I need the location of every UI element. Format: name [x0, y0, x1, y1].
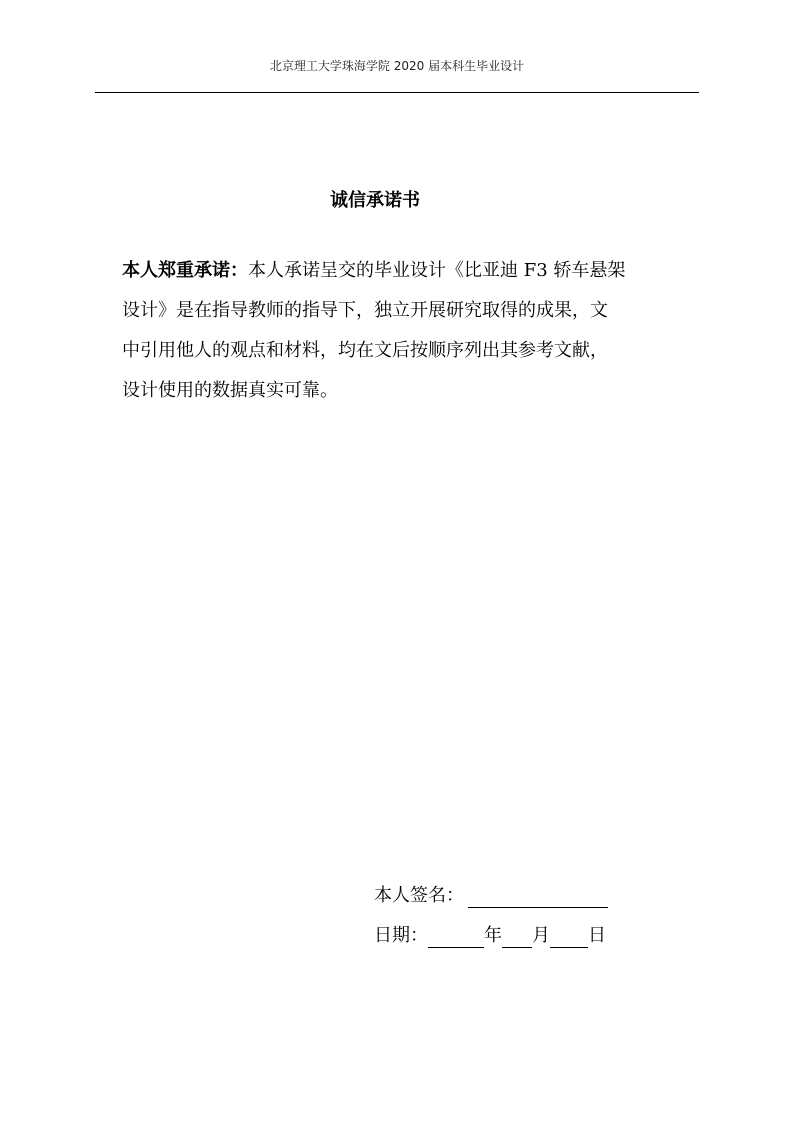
month-blank[interactable] [502, 921, 532, 948]
pledge-line-1 [122, 251, 670, 291]
header-divider [95, 92, 699, 93]
document-title: 诚信承诺书 [330, 190, 420, 211]
pledge-line-2: 设计》是在指导教师的指导下，独立开展研究取得的成果，文 [122, 300, 608, 321]
day-label: 日 [588, 925, 606, 946]
month-label: 月 [532, 925, 550, 946]
signature-row [374, 876, 608, 916]
pledge-paragraph [122, 251, 670, 411]
pledge-lead: 本人郑重承诺： [122, 260, 248, 281]
day-blank[interactable] [550, 921, 588, 948]
date-label: 日期： [374, 925, 428, 946]
signature-blank[interactable] [468, 881, 608, 908]
pledge-line-3: 中引用他人的观点和材料，均在文后按顺序列出其参考文献， [122, 340, 608, 361]
date-row [374, 916, 608, 956]
signature-label: 本人签名： [374, 885, 464, 906]
year-blank[interactable] [428, 921, 484, 948]
signature-block [374, 876, 608, 956]
pledge-line-1-text: 本人承诺呈交的毕业设计《比亚迪 F3 轿车悬架 [248, 260, 626, 281]
page-header: 北京理工大学珠海学院 2020 届本科生毕业设计 [269, 59, 525, 73]
pledge-line-4: 设计使用的数据真实可靠。 [122, 380, 338, 401]
year-label: 年 [484, 925, 502, 946]
